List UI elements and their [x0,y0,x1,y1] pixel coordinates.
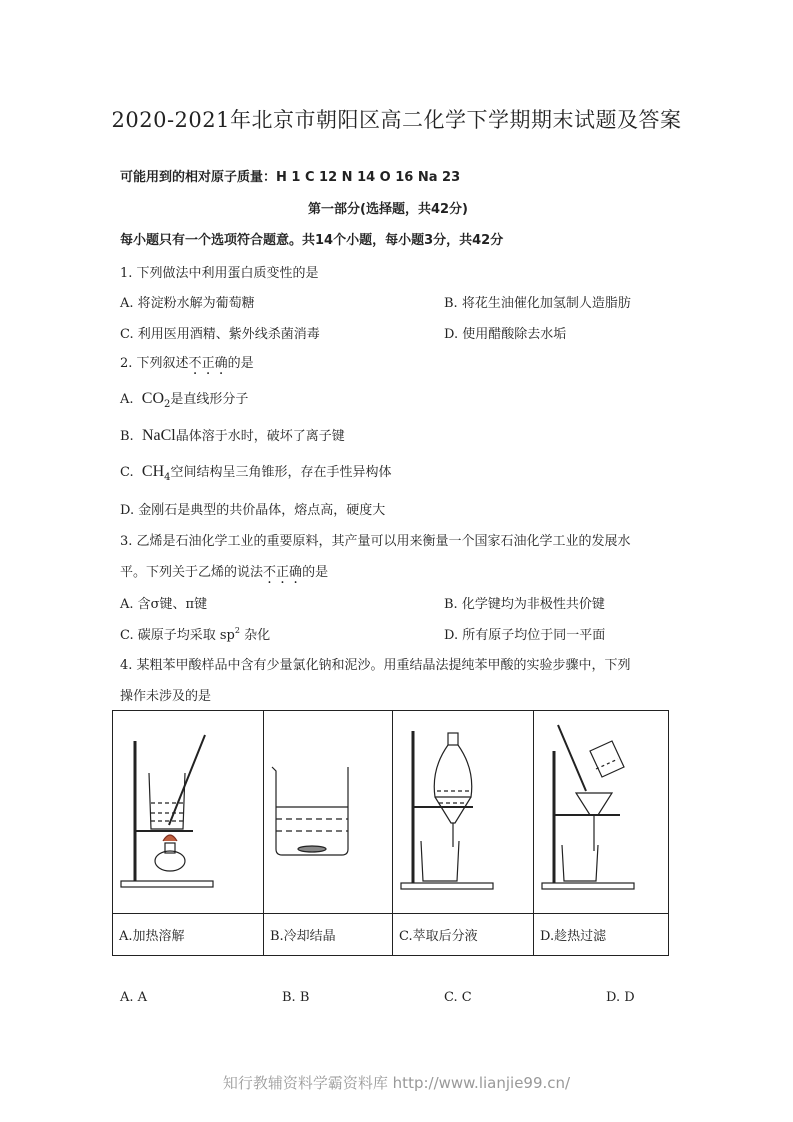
q2-b-formula: NaCl [141,427,176,444]
q2-emphasis-2: 正 [201,356,215,371]
filtration-illustration [534,711,668,909]
q2-a-formula: CO [141,390,165,407]
q3-c-pre: C. 碳原子均采取 sp [120,628,235,643]
q4-option-b: B. B [282,990,310,1005]
q1-stem: 1. 下列做法中利用蛋白质变性的是 [120,266,319,281]
q2-option-d: D. 金刚石是典型的共价晶体，熔点高，硬度大 [120,503,386,518]
instruction: 每小题只有一个选项符合题意。共14个小题，每小题3分，共42分 [120,233,504,248]
q3-c-post: 杂化 [239,628,271,643]
q1-option-a: A. 将淀粉水解为葡萄糖 [120,296,255,311]
heating-dissolution-figure [113,711,264,914]
q2-option-b [120,425,345,445]
footer-watermark: 知行教辅资料学霸资料库 http://www.lianjie99.cn/ [222,1074,571,1092]
caption-a: A.加热溶解 [113,914,264,956]
q3-option-a: A. 含σ键、π键 [120,597,208,612]
page-title: 2020-2021年北京市朝阳区高二化学下学期期末试题及答案 [111,108,682,132]
q1-option-d: D. 使用醋酸除去水垢 [444,327,567,342]
q4-stem-line2: 操作未涉及的是 [120,689,212,704]
q2-stem [120,352,254,371]
part-heading: 第一部分(选择题，共42分) [308,202,468,217]
q4-option-d: D. D [606,990,635,1005]
q3-stem-line1: 3. 乙烯是石油化学工业的重要原料，其产量可以用来衡量一个国家石油化学工业的发展水 [120,534,631,549]
q2-emphasis-1: 不 [188,356,202,371]
q1-option-c: C. 利用医用酒精、紫外线杀菌消毒 [120,327,320,342]
q2-stem-post: 的是 [227,356,254,371]
atomic-mass-note: 可能用到的相对原子质量：H 1 C 12 N 14 O 16 Na 23 [120,170,461,185]
q2-c-text: 空间结构呈三角锥形，存在手性异构体 [170,465,392,480]
apparatus-table [112,710,669,956]
q3-c-superscript: 2 [234,626,240,635]
cooling-crystallization-figure [264,711,393,914]
caption-b: B.冷却结晶 [264,914,393,956]
q2-stem-pre: 2. 下列叙述 [120,356,189,371]
q2-c-prefix: C. [120,465,134,480]
q4-option-c: C. C [444,990,472,1005]
q2-option-c [120,461,392,481]
q2-b-prefix: B. [120,429,134,444]
beaker-illustration [264,711,392,909]
heating-apparatus-illustration [113,711,263,909]
separatory-funnel-illustration [393,711,533,909]
q3-emphasis-3: 确 [289,565,303,580]
q2-option-a [120,388,248,408]
q3-option-c [120,624,270,643]
q3-option-b: B. 化学键均为非极性共价键 [444,597,605,612]
q2-emphasis-3: 确 [214,356,228,371]
separatory-funnel-figure [393,711,534,914]
hot-filtration-figure [534,711,669,914]
q4-option-a: A. A [120,990,148,1005]
q1-option-b: B. 将花生油催化加氢制人造脂肪 [444,296,631,311]
q2-c-subscript: 4 [164,472,171,483]
q2-c-formula: CH [141,463,165,480]
q2-a-subscript: 2 [164,399,171,410]
q3-emphasis-1: 不 [263,565,277,580]
caption-c: C.萃取后分液 [393,914,534,956]
q4-stem-line1: 4. 某粗苯甲酸样品中含有少量氯化钠和泥沙。用重结晶法提纯苯甲酸的实验步骤中，下列 [120,658,631,673]
q2-b-text: 晶体溶于水时，破坏了离子键 [175,429,345,444]
q2-a-prefix: A. [120,392,134,407]
q3-emphasis-2: 正 [276,565,290,580]
q2-a-text: 是直线形分子 [170,392,249,407]
q3-stem-post: 的是 [302,565,329,580]
q3-option-d: D. 所有原子均位于同一平面 [444,628,606,643]
caption-d: D.趁热过滤 [534,914,669,956]
q3-stem-pre: 平。下列关于乙烯的说法 [120,565,264,580]
q3-stem-line2 [120,561,328,580]
